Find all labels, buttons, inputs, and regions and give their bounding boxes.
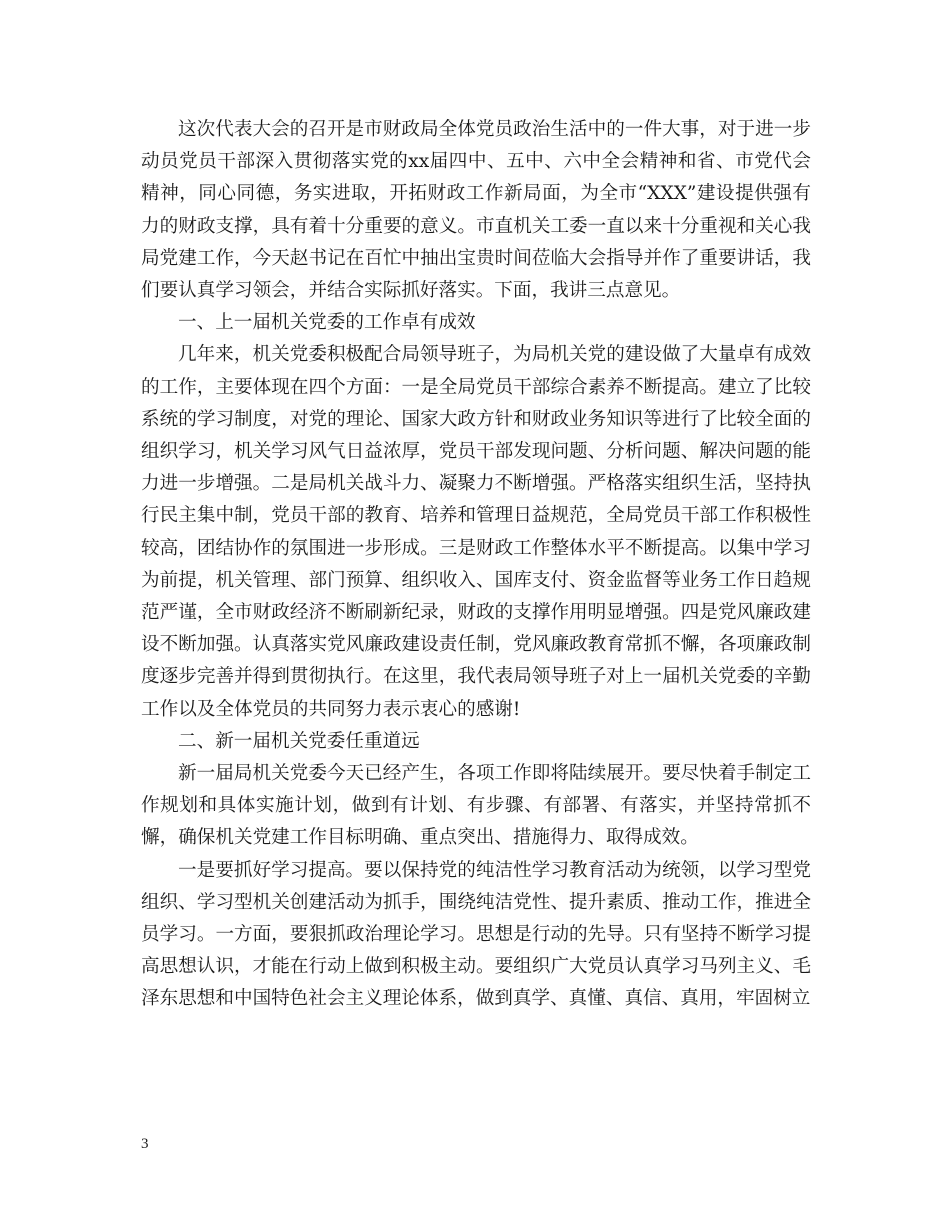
section-heading-1: 一、上一届机关党委的工作卓有成效 <box>178 312 476 334</box>
page-number: 3 <box>141 1136 149 1152</box>
section-heading-2: 二、新一届机关党委任重道远 <box>178 730 420 752</box>
paragraph-new-committee: 新一届局机关党委今天已经产生，各项工作即将陆续展开。要尽快着手制定工作规划和具体实施计划，做到有计划、有步骤、有部署、有落实，并坚持常抓不懈，确保机关党建工作目标明确、重点突出、措施得力、取得成效。 <box>141 763 811 849</box>
document-body <box>141 114 811 1016</box>
paragraph-intro: 这次代表大会的召开是市财政局全体党员政治生活中的一件大事，对于进一步动员党员干部深入贯彻落实党的xx届四中、五中、六中全会精神和省、市党代会精神，同心同德，务实进取，开拓财政工作新局面，为全市“XXX”建设提供强有力的财政支撑，具有着十分重要的意义。市直机关工委一直以来十分重视和关心我局党建工作，今天赵书记在百忙中抽出宝贵时间莅临大会指导并作了重要讲话，我们要认真学习领会，并结合实际抓好落实。下面，我讲三点意见。 <box>141 119 811 302</box>
paragraph-achievements: 几年来，机关党委积极配合局领导班子，为局机关党的建设做了大量卓有成效的工作，主要体现在四个方面：一是全局党员干部综合素养不断提高。建立了比较系统的学习制度，对党的理论、国家大政方针和财政业务知识等进行了比较全面的组织学习，机关学习风气日益浓厚，党员干部发现问题、分析问题、解决问题的能力进一步增强。二是局机关战斗力、凝聚力不断增强。严格落实组织生活，坚持执行民主集中制，党员干部的教育、培养和管理日益规范，全局党员干部工作积极性较高，团结协作的氛围进一步形成。三是财政工作整体水平不断提高。以集中学习为前提，机关管理、部门预算、组织收入、国库支付、资金监督等业务工作日趋规范严谨，全市财政经济不断刷新纪录，财政的支撑作用明显增强。四是党风廉政建设不断加强。认真落实党风廉政建设责任制，党风廉政教育常抓不懈，各项廉政制度逐步完善并得到贯彻执行。在这里，我代表局领导班子对上一届机关党委的辛勤工作以及全体党员的共同努力表示衷心的感谢! <box>141 344 811 720</box>
paragraph-study: 一是要抓好学习提高。要以保持党的纯洁性学习教育活动为统领，以学习型党组织、学习型机关创建活动为抓手，围绕纯洁党性、提升素质、推动工作，推进全员学习。一方面，要狠抓政治理论学习。思想是行动的先导。只有坚持不断学习提高思想认识，才能在行动上做到积极主动。要组织广大党员认真学习马列主义、毛泽东思想和中国特色社会主义理论体系，做到真学、真懂、真信、真用，牢固树立 <box>141 859 811 1010</box>
